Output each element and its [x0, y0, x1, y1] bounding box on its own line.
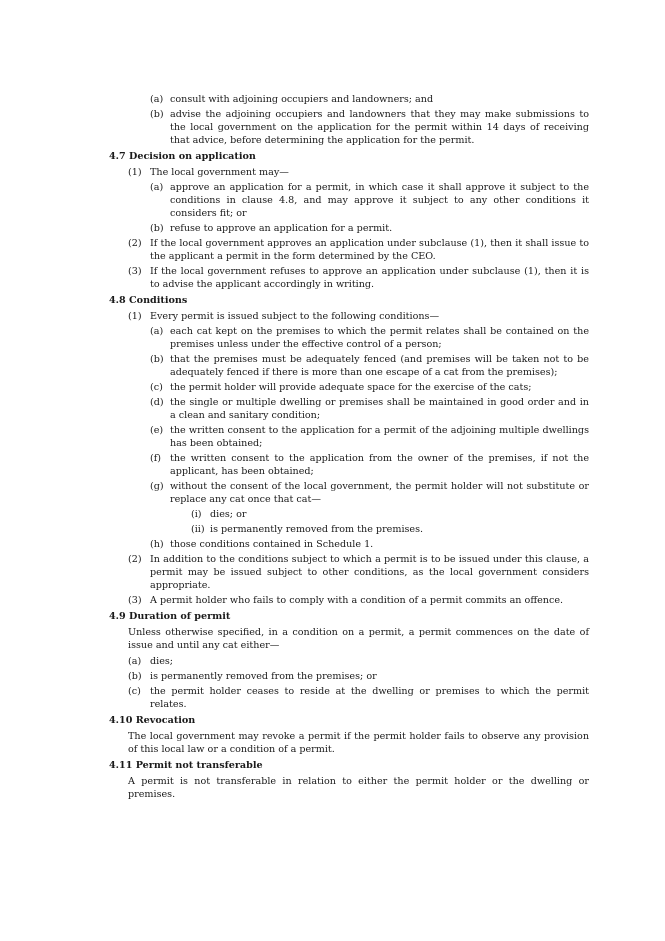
- item-text: dies;: [150, 656, 174, 667]
- item-text: without the consent of the local government, the permit holder will not substitute or replace any cat once that cat—: [170, 481, 589, 505]
- item-text: is permanently removed from the premises.: [210, 524, 424, 535]
- subclause-text: In addition to the conditions subject to which a permit is to be issued under this clause, a permit may be issued subject to other conditions, as the local government considers appropriate.: [150, 554, 589, 591]
- subclause-text: A permit holder who fails to comply with a condition of a permit commits an offence.: [150, 595, 564, 606]
- subclause-text: The local government may—: [150, 167, 289, 178]
- item-text: consult with adjoining occupiers and landowners; and: [170, 94, 434, 105]
- section-heading-4-7: 4.7 Decision on application: [109, 151, 256, 162]
- item-marker: (ii): [191, 524, 205, 535]
- clause-4-8-1-g-ii: [109, 523, 589, 536]
- item-text: the written consent to the application from the owner of the premises, if not the applicant, has been obtained;: [170, 453, 589, 477]
- item-text: those conditions contained in Schedule 1.: [170, 539, 374, 550]
- item-marker: (a): [150, 94, 164, 105]
- item-text: approve an application for a permit, in which case it shall approve it subject to the conditions in clause 4.8, and may approve it subject to any other conditions it considers fit; or: [170, 182, 589, 219]
- clause-4-8-1-a: [109, 325, 589, 351]
- section-heading-4-9: 4.9 Duration of permit: [109, 611, 231, 622]
- item-text: the permit holder will provide adequate space for the exercise of the cats;: [170, 382, 532, 393]
- subclause-marker: (2): [128, 554, 142, 565]
- item-marker: (h): [150, 539, 164, 550]
- item-marker: (a): [128, 656, 142, 667]
- item-text: each cat kept on the premises to which the permit relates shall be contained on the premises unless under the effective control of a person;: [170, 326, 589, 350]
- clause-4-8-1-g-i: [109, 508, 589, 521]
- item-text: refuse to approve an application for a permit.: [170, 223, 393, 234]
- item-marker: (b): [128, 671, 142, 682]
- clause-4-7-1: [109, 166, 589, 179]
- item-text: dies; or: [210, 509, 247, 520]
- clause-4-8-3: [109, 594, 589, 607]
- clause-4-8-1-h: [109, 538, 589, 551]
- item-marker: (f): [150, 453, 162, 464]
- clause-4-8-1: [109, 310, 589, 323]
- subclause-text: Every permit is issued subject to the following conditions—: [150, 311, 440, 322]
- clause-4-8-1-d: [109, 396, 589, 422]
- clause-4-8-1-f: [109, 452, 589, 478]
- clause-4-7-1-a: [109, 181, 589, 220]
- item-text: the single or multiple dwelling or premises shall be maintained in good order and in a clean and sanitary condition;: [170, 397, 589, 421]
- clause-4-9-a: [109, 655, 589, 668]
- clause-4-9-c: [109, 685, 589, 711]
- clause-4-6-item-b: [109, 108, 589, 147]
- subclause-text: If the local government refuses to approve an application under subclause (1), then it is to advise the applicant accordingly in writing.: [150, 266, 589, 290]
- clause-4-7-3: [109, 265, 589, 291]
- clause-4-8-1-e: [109, 424, 589, 450]
- subclause-marker: (2): [128, 238, 142, 249]
- item-text: is permanently removed from the premises; or: [150, 671, 377, 682]
- section-heading-4-8: 4.8 Conditions: [109, 295, 188, 306]
- clause-4-8-1-c: [109, 381, 589, 394]
- item-marker: (a): [150, 182, 164, 193]
- clause-4-11-text: A permit is not transferable in relation to either the permit holder or the dwelling or premises.: [128, 776, 589, 800]
- subclause-marker: (3): [128, 266, 142, 277]
- item-marker: (b): [150, 354, 164, 365]
- subclause-marker: (1): [128, 167, 142, 178]
- item-text: advise the adjoining occupiers and landowners that they may make submissions to the local government on the application for the permit within 14 days of receiving that advice, before determining the application for the permit.: [170, 109, 589, 146]
- document-body: [109, 93, 589, 804]
- clause-4-8-2: [109, 553, 589, 592]
- item-marker: (c): [150, 382, 163, 393]
- clause-4-6-item-a: [109, 93, 589, 106]
- clause-4-8-1-b: [109, 353, 589, 379]
- item-text: the written consent to the application for a permit of the adjoining multiple dwellings has been obtained;: [170, 425, 589, 449]
- section-heading-4-10: 4.10 Revocation: [109, 715, 196, 726]
- clause-4-7-1-b: [109, 222, 589, 235]
- item-marker: (a): [150, 326, 164, 337]
- item-marker: (b): [150, 109, 164, 120]
- item-marker: (e): [150, 425, 164, 436]
- item-text: the permit holder ceases to reside at the dwelling or premises to which the permit relates.: [150, 686, 589, 710]
- subclause-marker: (1): [128, 311, 142, 322]
- section-heading-4-11: 4.11 Permit not transferable: [109, 760, 263, 771]
- item-text: that the premises must be adequately fenced (and premises will be taken not to be adequately fenced if there is more than one escape of a cat from the premises);: [170, 354, 589, 378]
- clause-4-8-1-g: [109, 480, 589, 506]
- clause-4-10-text: The local government may revoke a permit if the permit holder fails to observe any provision of this local law or a condition of a permit.: [128, 731, 589, 755]
- item-marker: (c): [128, 686, 141, 697]
- subclause-text: If the local government approves an application under subclause (1), then it shall issue to the applicant a permit in the form determined by the CEO.: [150, 238, 589, 262]
- clause-4-9-intro: Unless otherwise specified, in a condition on a permit, a permit commences on the date of issue and until any cat either—: [128, 627, 589, 651]
- item-marker: (d): [150, 397, 164, 408]
- item-marker: (i): [191, 509, 202, 520]
- clause-4-7-2: [109, 237, 589, 263]
- subclause-marker: (3): [128, 595, 142, 606]
- item-marker: (b): [150, 223, 164, 234]
- item-marker: (g): [150, 481, 164, 492]
- clause-4-9-b: [109, 670, 589, 683]
